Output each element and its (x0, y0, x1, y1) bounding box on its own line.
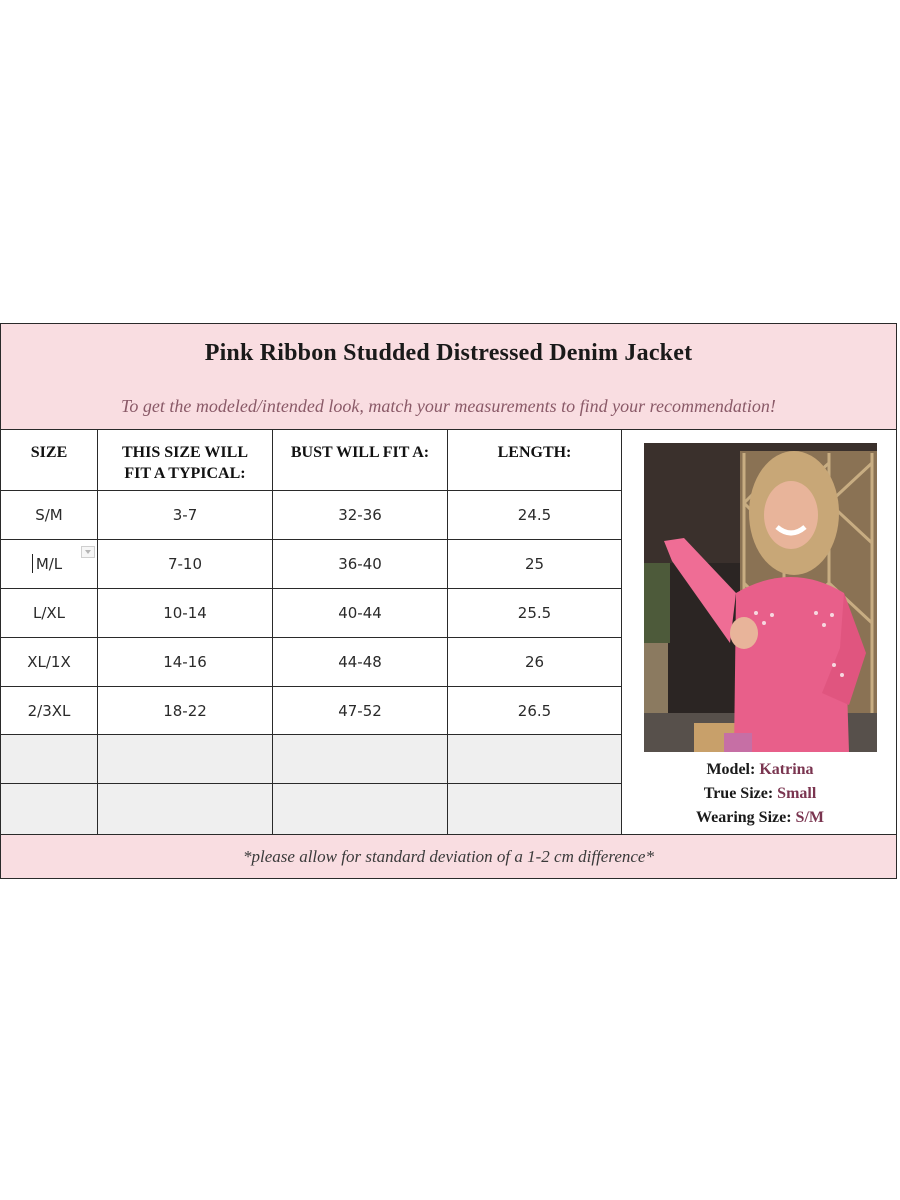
table-cell-size: S/M (1, 491, 98, 540)
chart-subtitle: To get the modeled/intended look, match your measurements to find your recommendation! (121, 396, 776, 416)
text-cursor (32, 554, 33, 573)
true-size-value: Small (777, 785, 817, 802)
wearing-size-value: S/M (795, 809, 824, 826)
table-cell-length: 26.5 (448, 687, 622, 735)
model-name-value: Katrina (759, 761, 814, 778)
table-cell-bust: 44-48 (273, 638, 448, 687)
chart-header (1, 324, 896, 430)
table-cell-size: L/XL (1, 589, 98, 638)
model-name-label: Model: (706, 761, 756, 778)
table-cell-fit: 18-22 (98, 687, 273, 735)
filter-dropdown-icon[interactable] (81, 546, 95, 558)
size-chart (0, 323, 897, 879)
table-cell-empty (98, 784, 273, 835)
model-photo (644, 443, 877, 752)
true-size-label: True Size: (703, 785, 774, 802)
table-cell-size: 2/3XL (1, 687, 98, 735)
table-cell-bust: 36-40 (273, 540, 448, 589)
table-cell-fit: 10-14 (98, 589, 273, 638)
model-info (622, 758, 898, 830)
header-length: LENGTH: (448, 430, 622, 491)
table-cell-size: XL/1X (1, 638, 98, 687)
footer-note: *please allow for standard deviation of a 1-2 cm difference* (243, 847, 654, 866)
header-size: SIZE (1, 430, 98, 491)
header-fit-typical: THIS SIZE WILL FIT A TYPICAL: (98, 430, 273, 491)
chart-footer (1, 834, 896, 878)
wearing-size-line (622, 806, 898, 830)
table-cell-length: 25.5 (448, 589, 622, 638)
table-cell-length: 24.5 (448, 491, 622, 540)
table-cell-length: 26 (448, 638, 622, 687)
size-table (1, 430, 622, 835)
table-cell-size-selected[interactable] (1, 540, 98, 589)
table-cell-empty (1, 735, 98, 784)
table-cell-bust: 32-36 (273, 491, 448, 540)
table-cell-empty (273, 735, 448, 784)
table-cell-fit: 14-16 (98, 638, 273, 687)
table-cell-empty (1, 784, 98, 835)
table-cell-length: 25 (448, 540, 622, 589)
table-cell-empty (448, 735, 622, 784)
table-cell-empty (273, 784, 448, 835)
model-name-line (622, 758, 898, 782)
table-cell-fit: 7-10 (98, 540, 273, 589)
header-bust: BUST WILL FIT A: (273, 430, 448, 491)
chart-title: Pink Ribbon Studded Distressed Denim Jacket (204, 340, 693, 366)
wearing-size-label: Wearing Size: (696, 809, 792, 826)
table-cell-bust: 47-52 (273, 687, 448, 735)
table-cell-empty (448, 784, 622, 835)
table-cell-bust: 40-44 (273, 589, 448, 638)
table-cell-empty (98, 735, 273, 784)
table-cell-fit: 3-7 (98, 491, 273, 540)
table-cell-size-text: M/L (35, 555, 63, 573)
model-panel (622, 430, 898, 835)
true-size-line (622, 782, 898, 806)
model-photo-illustration (644, 443, 877, 752)
